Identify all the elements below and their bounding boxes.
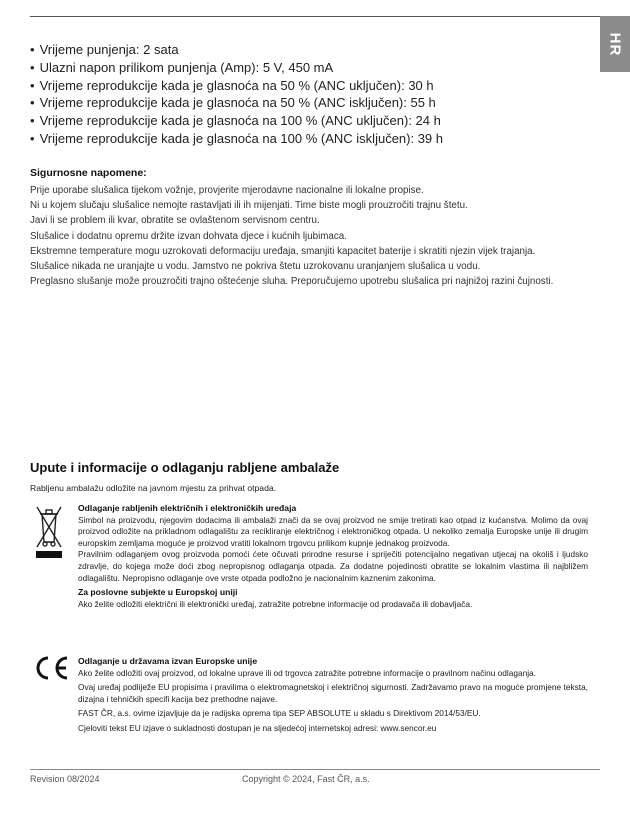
safety-line: Slušalice nikada ne uranjajte u vodu. Jamstvo ne pokriva štetu uzrokovanu uranjanjem slušalica u vodu. [30,261,481,273]
business-title: Za poslovne subjekte u Europskoj uniji [78,587,238,598]
weee-paragraph: Simbol na proizvodu, njegovim dodacima ili ambalaži znači da se ovaj proizvod ne smije tretirati kao otpad iz kućanstva. Molimo da ovaj proizvod odložite na prikladnom odlagalištu za recikliranje električnog i elektroničkog otpada. U nekoliko zemalja Europske unije ili drugim europskim zemljama moguće je proizvod vratiti lokalnom trgovcu prilikom kupnje jednakog proizvoda. [78,514,588,548]
safety-line: Prije uporabe slušalica tijekom vožnje, provjerite mjerodavne nacionalne ili lokalne propise. [30,185,424,196]
safety-section [30,166,595,289]
safety-line: Slušalice i dodatnu opremu držite izvan dohvata djece i kućnih ljubimaca. [30,230,347,242]
outside-eu-block [78,656,588,735]
spec-item: • Vrijeme punjenja: 2 sata [30,41,590,59]
declaration-paragraph: FAST ČR, a.s. ovime izjavljuje da je radijska oprema tipa SEP ABSOLUTE u skladu s Direktivom 2014/53/EU. [78,708,481,719]
spec-list [30,41,590,148]
safety-line: Ni u kojem slučaju slušalice nemojte rastavljati ili ih mijenjati. Time biste mogli prouzročiti trajnu štetu. [30,200,468,212]
safety-line: Preglasno slušanje može prouzročiti trajno oštećenje sluha. Preporučujemo upotrebu slušalica pri najnižoj razini čujnosti. [30,276,554,288]
weee-paragraph: Pravilnim odlaganjem ovog proizvoda pomoći ćete očuvati prirodne resurse i spriječiti potencijalno negativan utjecaj na okoliš i ljudsko zdravlje, do kojega može doći zbog nepropisnog odlaganja otpada. Za dodatne pojedinosti obratite se lokalnim vlastima ili najbližem odlagalištu. Nepropisno odlaganje ove vrste otpada podložno je nacionalnim kaznenim zakonima. [78,549,588,583]
spec-item: • Vrijeme reprodukcije kada je glasnoća na 100 % (ANC isključen): 39 h [30,130,590,148]
footer-rule [30,769,600,770]
ce-mark-icon [31,655,71,681]
disposal-lead: Rabljenu ambalažu odložite na javnom mjestu za prihvat otpada. [30,483,277,493]
disposal-header [30,458,595,495]
language-tab [600,16,630,72]
spec-item: • Vrijeme reprodukcije kada je glasnoća na 50 % (ANC isključen): 55 h [30,94,590,112]
eu-regulation-paragraph: Ovaj uređaj podliježe EU propisima i pravilima o elektromagnetskoj i električnoj sigurnosti. Zadržavamo pravo na moguće promjene teksta, dizajna i tehničkih specifi kacija bez prethodne najave. [78,682,588,704]
safety-line: Ekstremne temperature mogu uzrokovati deformaciju uređaja, smanjiti kapacitet baterije i skratiti njezin vijek trajanja. [30,245,536,257]
outside-eu-title: Odlaganje u državama izvan Europske unije [78,656,258,666]
business-paragraph: Ako želite odložiti električni ili elektronički uređaj, zatražite potrebne informacije od prodavača ili dobavljača. [78,598,473,609]
weee-text-block [78,503,588,610]
spec-item: • Ulazni napon prilikom punjenja (Amp): 5 V, 450 mA [30,59,590,77]
weee-bin-icon [34,504,64,560]
safety-title: Sigurnosne napomene: [30,167,147,179]
weee-title: Odlaganje rabljenih električnih i elektroničkih uređaja [78,503,297,513]
top-rule [30,16,600,17]
language-code: HR [606,32,624,56]
fulltext-paragraph: Cjeloviti tekst EU izjave o sukladnosti dostupan je na sljedećoj internetskoj adresi: www.sencor.eu [78,722,437,733]
copyright-label: Copyright © 2024, Fast ČR, a.s. [242,774,370,784]
revision-label: Revision 08/2024 [30,774,100,784]
spec-item: • Vrijeme reprodukcije kada je glasnoća na 100 % (ANC uključen): 24 h [30,112,590,130]
safety-line: Javi li se problem ili kvar, obratite se ovlaštenom servisnom centru. [30,215,320,227]
outside-eu-paragraph: Ako želite odložiti ovaj proizvod, od lokalne uprave ili od trgovca zatražite potrebne informacije o pravilnom načinu odlaganja. [78,667,536,678]
disposal-title: Upute i informacije o odlaganju rabljene ambalaže [30,460,340,475]
spec-item: • Vrijeme reprodukcije kada je glasnoća na 50 % (ANC uključen): 30 h [30,77,590,95]
